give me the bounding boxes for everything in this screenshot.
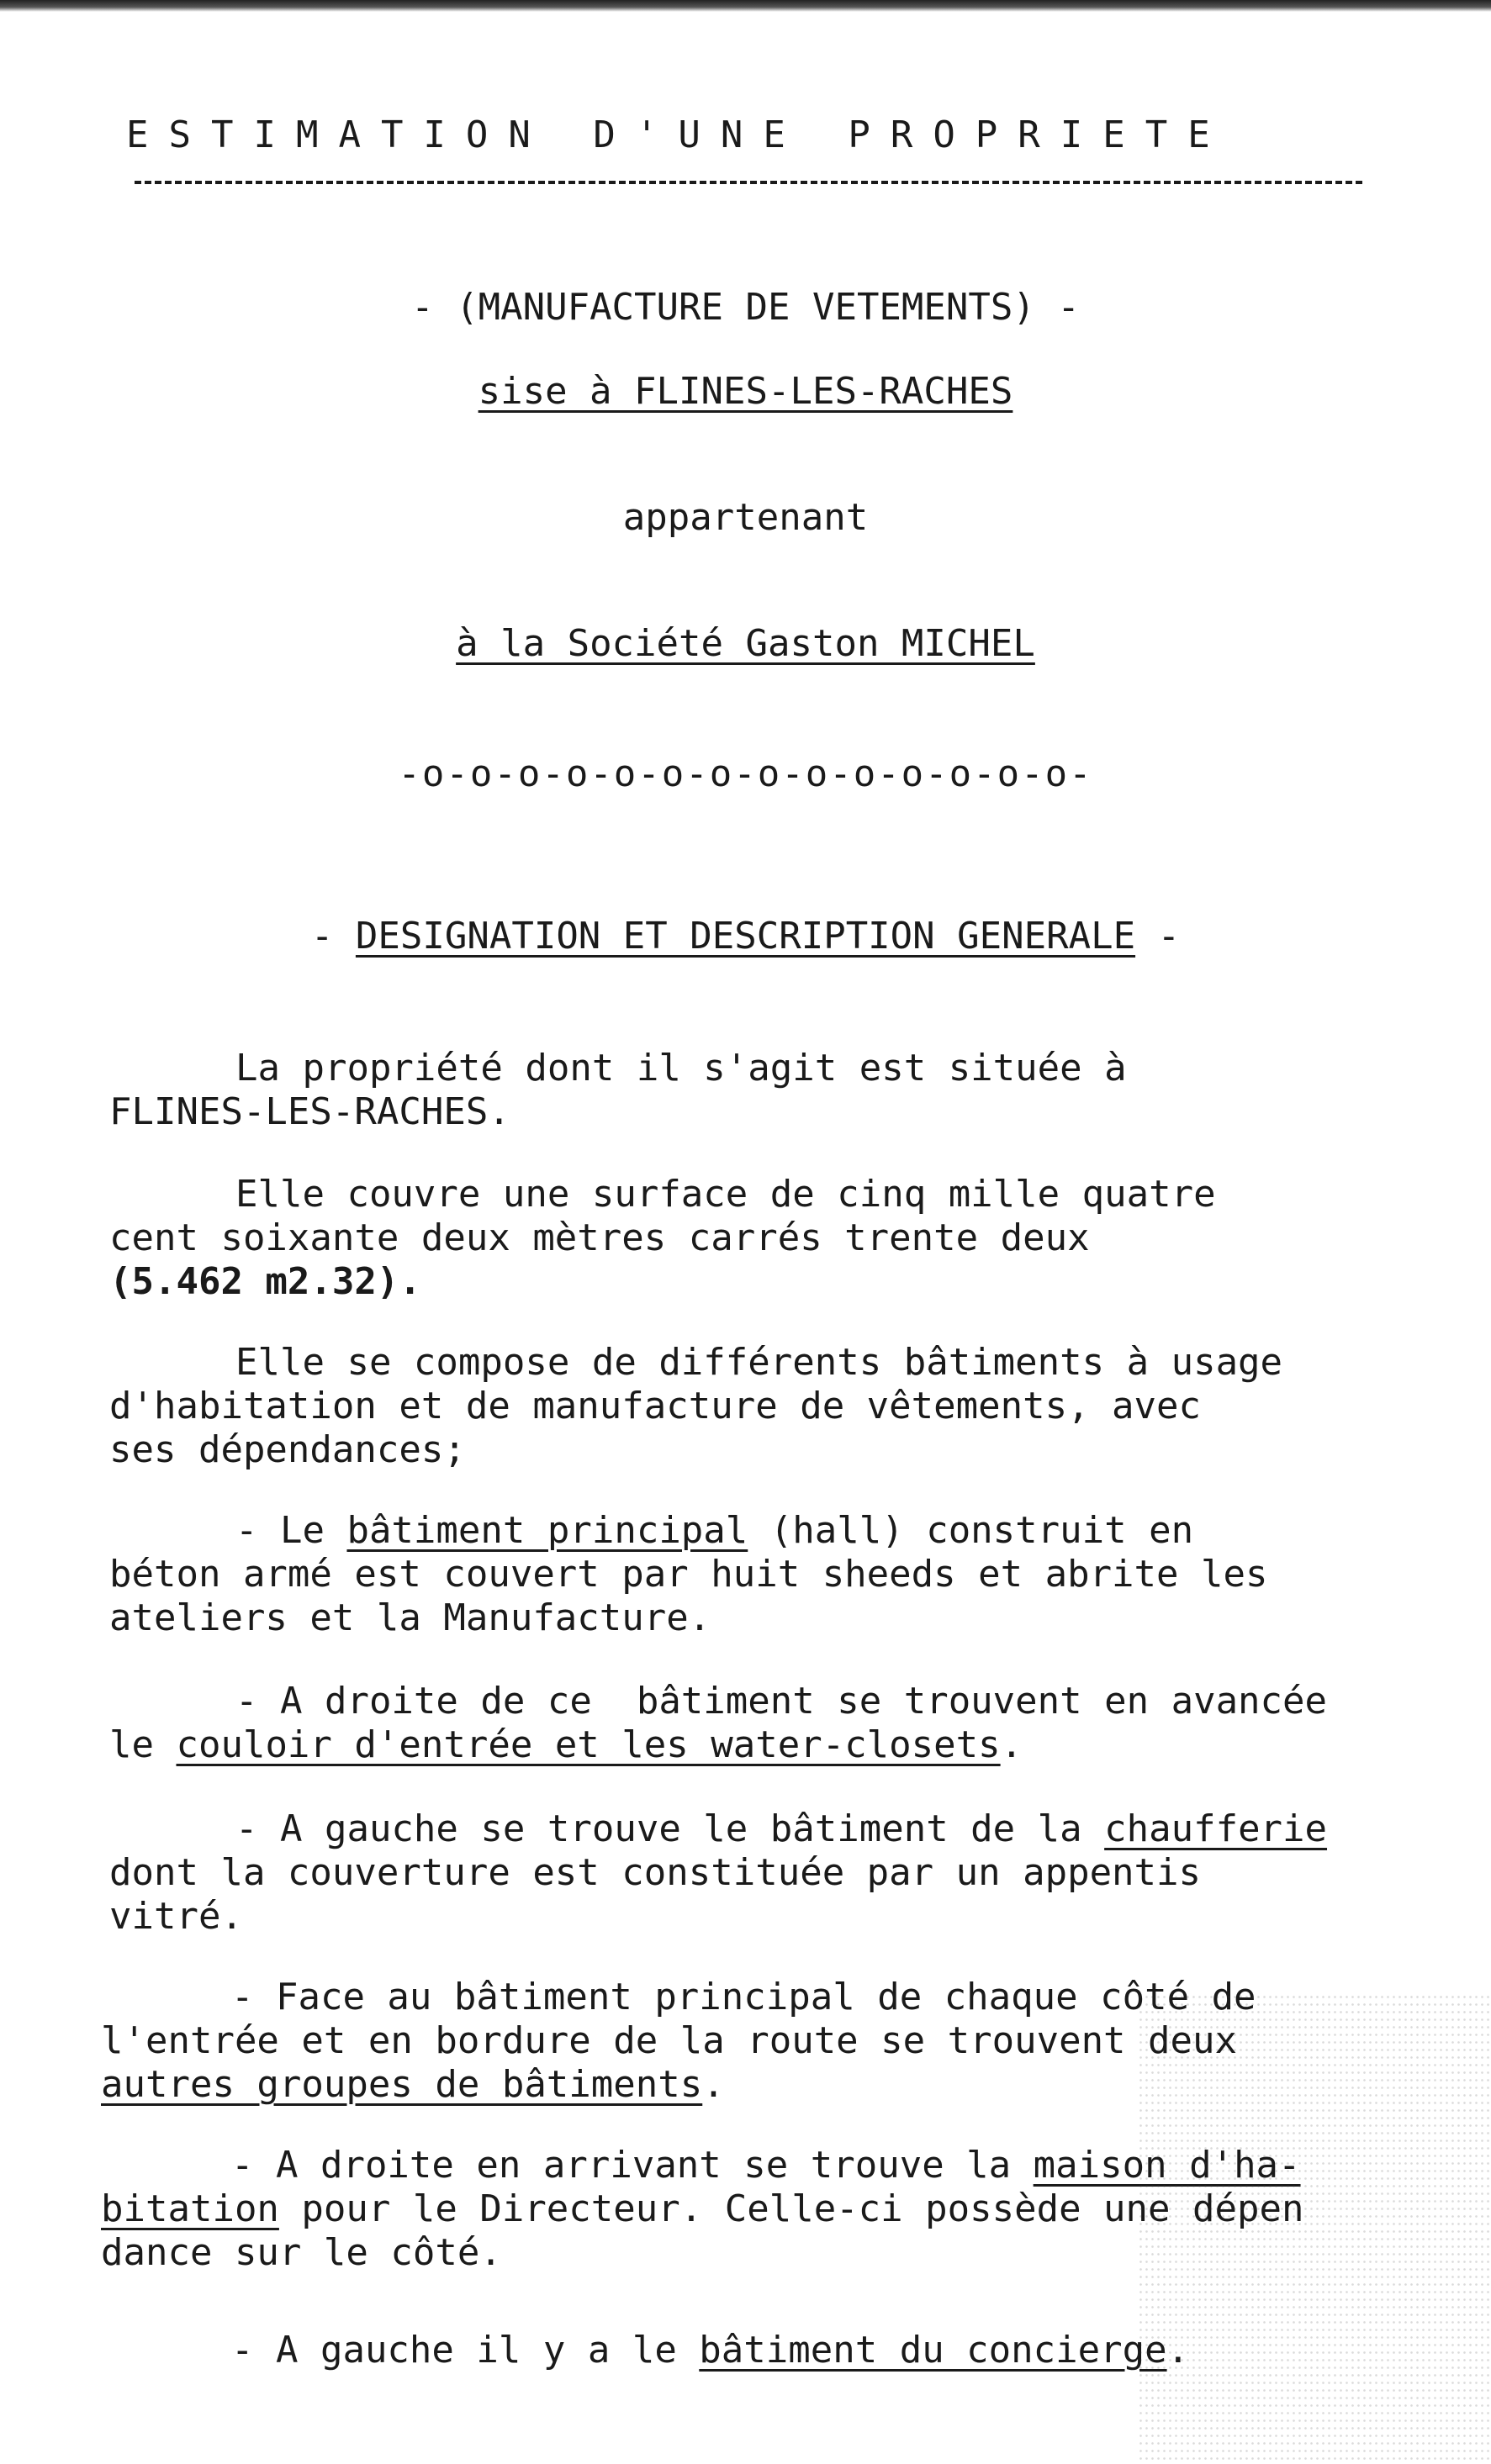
p4-line-3: ateliers et la Manufacture.	[109, 1596, 711, 1639]
paragraph-composition	[109, 1341, 1472, 1472]
paragraph-surface	[109, 1173, 1472, 1304]
p8-line-1-a: - A droite en arrivant se trouve la	[231, 2144, 1034, 2187]
section-heading: DESIGNATION ET DESCRIPTION GENERALE	[355, 915, 1136, 958]
title-underline	[135, 181, 1362, 184]
location-line	[0, 370, 1491, 413]
p8-house-a: maison d'ha-	[1033, 2144, 1301, 2187]
paragraph-main-building	[109, 1509, 1472, 1640]
paragraph-right-side	[109, 1680, 1472, 1767]
p5-line-2-c: .	[1000, 1723, 1023, 1766]
p6-line-2: dont la couverture est constituée par un appentis	[109, 1851, 1202, 1894]
p3-line-1: Elle se compose de différents bâtiments à usage	[235, 1341, 1283, 1384]
p6-line-3: vitré.	[109, 1895, 243, 1938]
dash-left: -	[310, 915, 356, 958]
p9-line-1-c: .	[1166, 2329, 1190, 2372]
p2-line-3: (5.462 m2.32).	[109, 1260, 421, 1303]
p8-house-b: bitation	[101, 2187, 279, 2230]
p7-building-groups: autres groupes de bâtiments	[101, 2063, 703, 2106]
p9-line-1-a: - A gauche il y a le	[231, 2329, 700, 2372]
belonging-line: appartenant	[622, 496, 869, 539]
p5-corridor: couloir d'entrée et les water-closets	[176, 1723, 1001, 1766]
document-subtitle: - (MANUFACTURE DE VETEMENTS) -	[411, 286, 1080, 329]
section-heading-line	[0, 915, 1491, 958]
separator-line: -o-o-o-o-o-o-o-o-o-o-o-o-o-o-	[398, 752, 1093, 795]
p7-line-1: - Face au bâtiment principal de chaque côté de	[231, 1976, 1256, 2018]
p6-line-1-a: - A gauche se trouve le bâtiment de la	[235, 1807, 1105, 1850]
p3-line-3: ses dépendances;	[109, 1428, 466, 1471]
p4-line-2: béton armé est couvert par huit sheeds et abrite les	[109, 1553, 1268, 1596]
dash-right: -	[1135, 915, 1181, 958]
p5-line-1: - A droite de ce bâtiment se trouvent en avancée	[235, 1680, 1328, 1723]
p6-boiler-room: chaufferie	[1104, 1807, 1328, 1850]
p1-line-1: La propriété dont il s'agit est située à	[235, 1047, 1127, 1090]
p2-line-2: cent soixante deux mètres carrés trente deux	[109, 1216, 1090, 1259]
p9-concierge: bâtiment du concierge	[699, 2329, 1167, 2372]
p7-line-3-b: .	[702, 2063, 725, 2106]
p4-line-1-c: (hall) construit en	[748, 1509, 1194, 1552]
owner-text: à la Société Gaston MICHEL	[456, 622, 1035, 665]
document-title: ESTIMATION D'UNE PROPRIETE	[126, 113, 1230, 156]
scan-noise	[1138, 1993, 1491, 2464]
p7-line-2: l'entrée et en bordure de la route se trouvent deux	[101, 2019, 1238, 2062]
owner-line	[0, 622, 1491, 665]
p8-line-2-b: pour le Directeur. Celle-ci possède une dépen	[278, 2187, 1304, 2230]
location-text: sise à FLINES-LES-RACHES	[478, 370, 1013, 413]
p3-line-2: d'habitation et de manufacture de vêtements, avec	[109, 1385, 1202, 1427]
p1-line-2: FLINES-LES-RACHES.	[109, 1090, 510, 1133]
p4-main-building: bâtiment principal	[346, 1509, 748, 1552]
paragraph-location	[109, 1047, 1472, 1134]
p2-line-1: Elle couvre une surface de cinq mille quatre	[235, 1173, 1216, 1216]
scan-edge	[0, 0, 1491, 12]
p4-line-1-a: - Le	[235, 1509, 347, 1552]
paragraph-boiler	[109, 1807, 1472, 1939]
p5-line-2-a: le	[109, 1723, 177, 1766]
p8-line-3: dance sur le côté.	[101, 2231, 502, 2274]
